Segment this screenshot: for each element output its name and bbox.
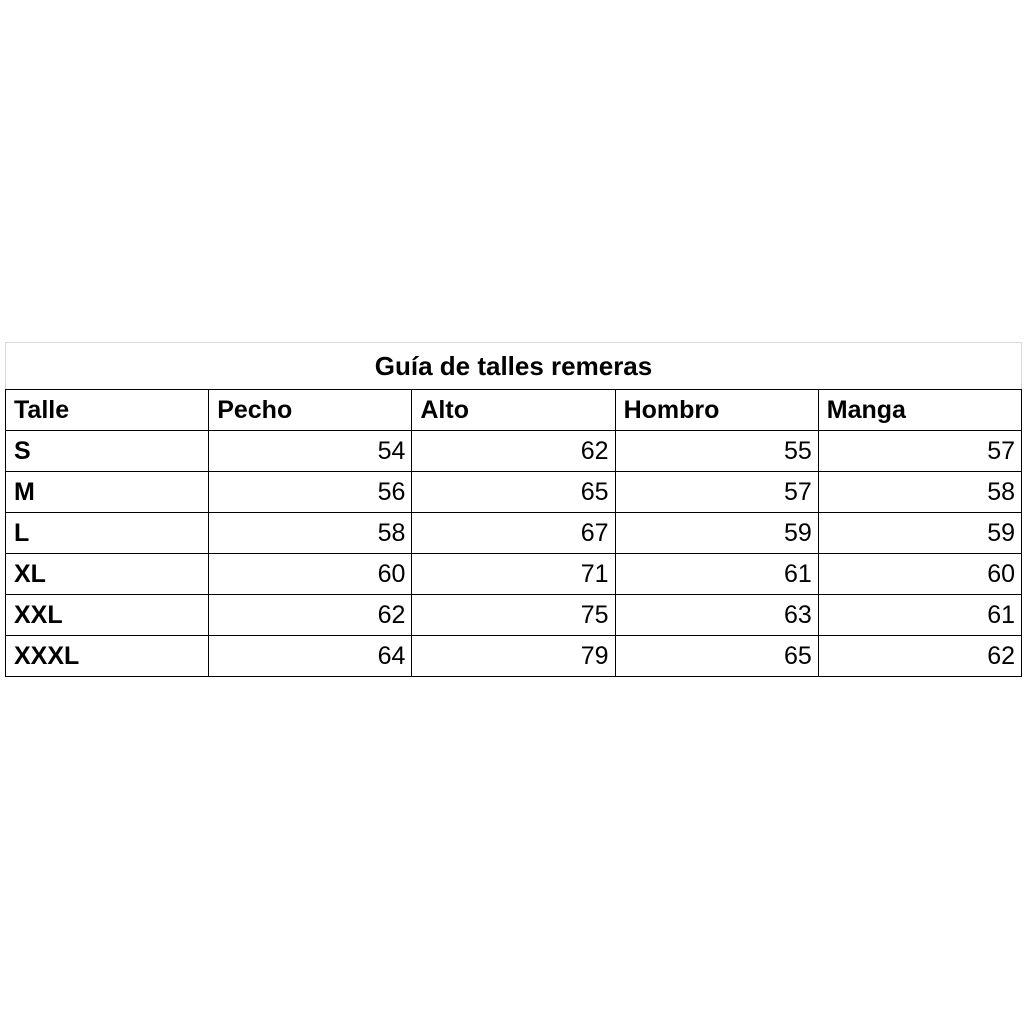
cell-alto: 65: [412, 472, 615, 513]
cell-manga: 58: [818, 472, 1021, 513]
cell-manga: 60: [818, 554, 1021, 595]
header-row: [6, 390, 1022, 431]
cell-pecho: 58: [209, 513, 412, 554]
cell-talle: M: [6, 472, 209, 513]
header-pecho: Pecho: [209, 390, 412, 431]
cell-talle: XL: [6, 554, 209, 595]
table-row: [6, 431, 1022, 472]
size-guide-table: [5, 342, 1022, 677]
cell-alto: 75: [412, 595, 615, 636]
cell-alto: 62: [412, 431, 615, 472]
table-row: [6, 595, 1022, 636]
cell-pecho: 62: [209, 595, 412, 636]
cell-pecho: 64: [209, 636, 412, 677]
cell-talle: XXL: [6, 595, 209, 636]
table-row: [6, 554, 1022, 595]
cell-manga: 61: [818, 595, 1021, 636]
header-alto: Alto: [412, 390, 615, 431]
header-manga: Manga: [818, 390, 1021, 431]
cell-alto: 79: [412, 636, 615, 677]
cell-pecho: 60: [209, 554, 412, 595]
cell-alto: 71: [412, 554, 615, 595]
cell-talle: S: [6, 431, 209, 472]
header-talle: Talle: [6, 390, 209, 431]
cell-alto: 67: [412, 513, 615, 554]
cell-manga: 59: [818, 513, 1021, 554]
table-row: [6, 513, 1022, 554]
table-title-text: Guía de talles remeras: [374, 351, 653, 381]
cell-manga: 57: [818, 431, 1021, 472]
cell-hombro: 59: [615, 513, 818, 554]
cell-hombro: 57: [615, 472, 818, 513]
selection-accent: [411, 343, 616, 344]
cell-hombro: 65: [615, 636, 818, 677]
cell-hombro: 55: [615, 431, 818, 472]
cell-manga: 62: [818, 636, 1021, 677]
table-row: [6, 636, 1022, 677]
cell-pecho: 56: [209, 472, 412, 513]
header-hombro: Hombro: [615, 390, 818, 431]
cell-pecho: 54: [209, 431, 412, 472]
cell-talle: L: [6, 513, 209, 554]
title-row: [6, 343, 1022, 390]
cell-talle: XXXL: [6, 636, 209, 677]
table-title: [6, 343, 1022, 390]
cell-hombro: 61: [615, 554, 818, 595]
cell-hombro: 63: [615, 595, 818, 636]
table-row: [6, 472, 1022, 513]
